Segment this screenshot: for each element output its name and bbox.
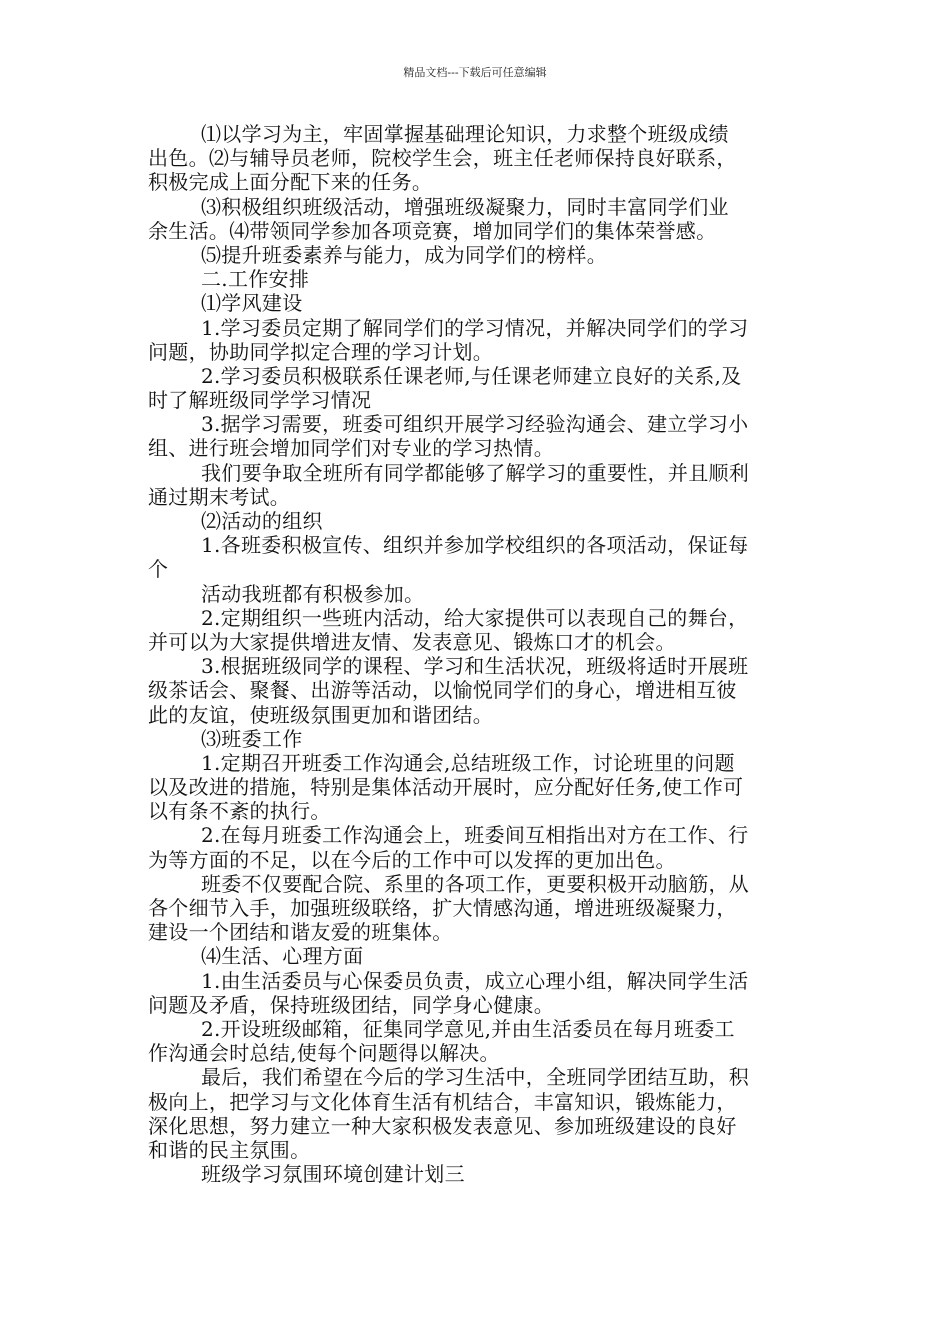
text-line: 1.各班委积极宣传、组织并参加学校组织的各项活动，保证每 xyxy=(201,533,749,558)
text-line: 班委不仅要配合院、系里的各项工作，更要积极开动脑筋，从 xyxy=(201,871,750,896)
text-line: 作沟通会时总结,使每个问题得以解决。 xyxy=(148,1041,500,1066)
text-line: 以及改进的措施，特别是集体活动开展时，应分配好任务,使工作可 xyxy=(148,775,744,800)
text-line: 建设一个团结和谐友爱的班集体。 xyxy=(148,920,453,945)
text-line: ⑵活动的组织 xyxy=(201,509,323,533)
text-line: 2.在每月班委工作沟通会上，班委间互相指出对方在工作、行 xyxy=(201,823,749,848)
text-line: 组、进行班会增加同学们对专业的学习热情。 xyxy=(148,436,554,461)
text-line: 1.定期召开班委工作沟通会,总结班级工作，讨论班里的问题 xyxy=(201,750,735,775)
text-line: 2.开设班级邮箱，征集同学意见,并由生活委员在每月班委工 xyxy=(201,1016,735,1041)
text-line: ⑸提升班委素养与能力，成为同学们的榜样。 xyxy=(201,242,607,267)
text-line: ⑷生活、心理方面 xyxy=(201,944,364,969)
text-line: 级茶话会、聚餐、出游等活动，以愉悦同学们的身心，增进相互彼 xyxy=(148,678,737,703)
page-header: 精品文档---下载后可任意编辑 xyxy=(403,66,547,79)
text-line: ⑶积极组织班级活动，增强班级凝聚力，同时丰富同学们业 xyxy=(201,194,729,219)
text-line: 1.学习委员定期了解同学们的学习情况，并解决同学们的学习 xyxy=(201,315,749,340)
text-line: 问题，协助同学拟定合理的学习计划。 xyxy=(148,339,494,364)
text-line: 问题及矛盾，保持班级团结，同学身心健康。 xyxy=(148,992,554,1017)
text-line: 3.根据班级同学的课程、学习和生活状况，班级将适时开展班 xyxy=(201,654,749,679)
text-line: 2.学习委员积极联系任课老师,与任课老师建立良好的关系,及 xyxy=(201,363,742,388)
text-line: 3.据学习需要，班委可组织开展学习经验沟通会、建立学习小 xyxy=(201,412,749,437)
text-line: 最后，我们希望在今后的学习生活中，全班同学团结互助，积 xyxy=(201,1065,750,1090)
text-line: 积极完成上面分配下来的任务。 xyxy=(148,170,433,195)
text-line: 并可以为大家提供增进友情、发表意见、锻炼口才的机会。 xyxy=(148,629,676,654)
text-line: 活动我班都有积极参加。 xyxy=(201,581,425,606)
text-line: 为等方面的不足，以在今后的工作中可以发挥的更加出色。 xyxy=(148,847,676,872)
text-line: 1.由生活委员与心保委员负责，成立心理小组，解决同学生活 xyxy=(201,968,749,993)
text-line: 极向上，把学习与文化体育生活有机结合，丰富知识，锻炼能力， xyxy=(148,1089,737,1114)
text-line: 通过期末考试。 xyxy=(148,484,291,509)
text-line: ⑴以学习为主，牢固掌握基础理论知识，力求整个班级成绩 xyxy=(201,122,729,146)
text-line: 时了解班级同学学习情况 xyxy=(148,388,372,413)
text-line: 余生活。⑷带领同学参加各项竞赛，增加同学们的集体荣誉感。 xyxy=(148,218,717,243)
text-line: 深化思想，努力建立一种大家积极发表意见、参加班级建设的良好 xyxy=(148,1113,737,1138)
text-line: ⑴学风建设 xyxy=(201,291,303,316)
text-line: 二.工作安排 xyxy=(201,267,310,292)
text-line: 个 xyxy=(148,557,169,582)
text-line: 各个细节入手，加强班级联络，扩大情感沟通，增进班级凝聚力， xyxy=(148,896,737,920)
text-line: 班级学习氛围环境创建计划三 xyxy=(201,1162,465,1187)
document-body xyxy=(148,122,813,1186)
text-line: 此的友谊，使班级氛围更加和谐团结。 xyxy=(148,702,494,727)
text-line: 2.定期组织一些班内活动，给大家提供可以表现自己的舞台， xyxy=(201,605,749,630)
text-line: 和谐的民主氛围。 xyxy=(148,1137,311,1162)
text-line: 以有条不紊的执行。 xyxy=(148,799,331,824)
text-line: ⑶班委工作 xyxy=(201,726,303,751)
text-line: 出色。⑵与辅导员老师，院校学生会，班主任老师保持良好联系， xyxy=(148,146,737,171)
text-line: 我们要争取全班所有同学都能够了解学习的重要性，并且顺利 xyxy=(201,460,750,485)
